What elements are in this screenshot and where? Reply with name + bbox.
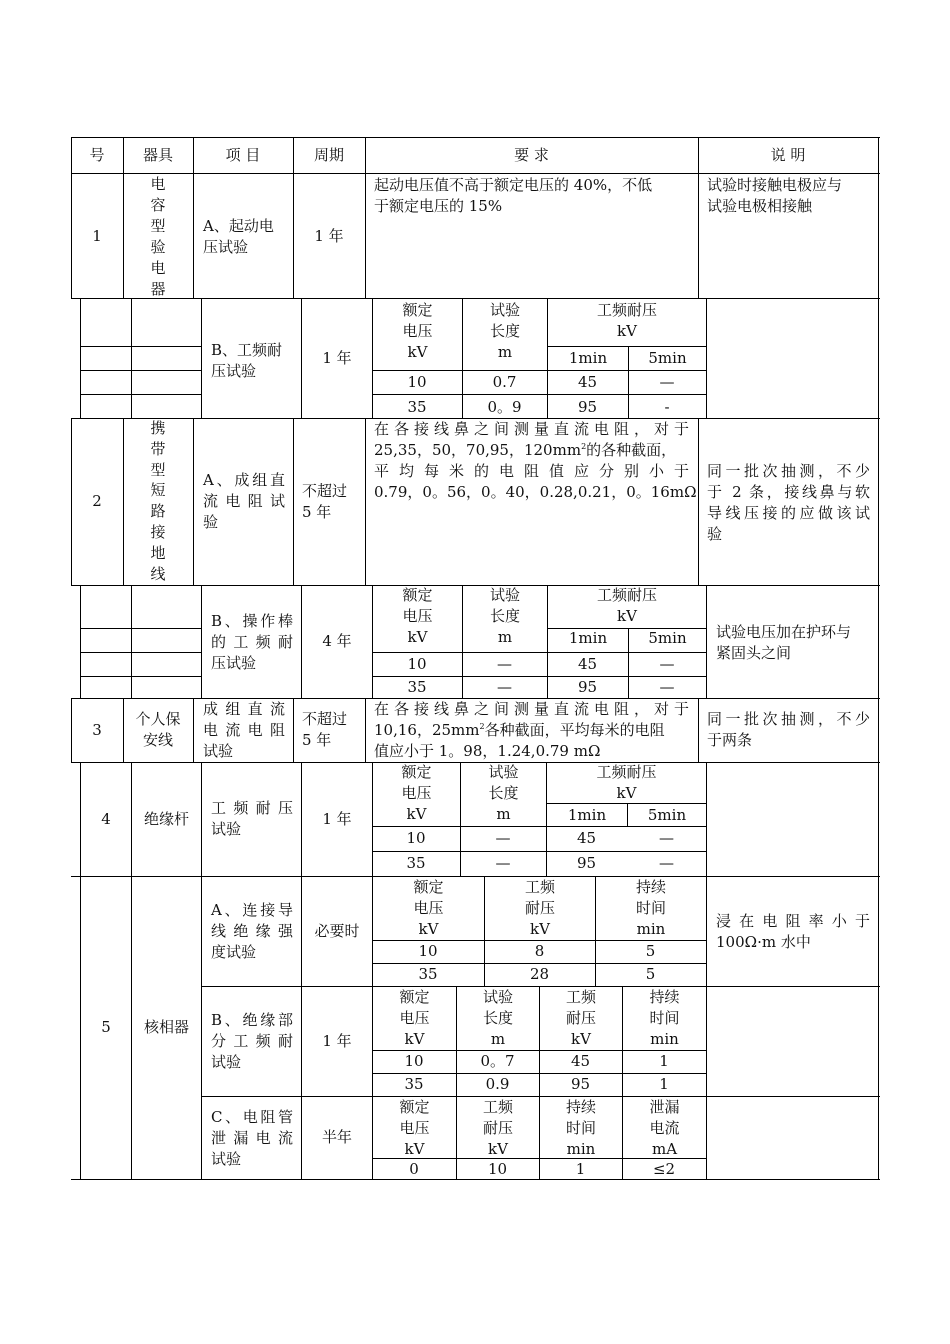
sub-header: kV: [407, 343, 428, 361]
note-text: 于 2 条，接线鼻与软: [707, 483, 870, 501]
col-header-requirement: 要 求: [514, 146, 549, 164]
sub-header: 工频: [482, 1098, 513, 1116]
tool-name: 携: [150, 419, 166, 437]
table-rule: [878, 762, 879, 877]
note-text: 100Ω·m 水中: [716, 933, 811, 951]
sub-header: kV: [617, 607, 637, 625]
note-text: 验: [707, 525, 723, 543]
table-rule: [80, 394, 202, 395]
sub-header: 持续: [649, 988, 680, 1006]
table-cell: 95: [570, 1075, 591, 1093]
tool-name: 安线: [142, 731, 173, 749]
tool-name: 型: [150, 460, 166, 479]
note-text: 试验电极相接触: [707, 197, 813, 215]
test-item: B、操作棒: [211, 612, 293, 630]
table-rule: [878, 876, 879, 1180]
table-cell: —: [659, 829, 674, 847]
test-item: 试验: [211, 820, 242, 838]
sub-header: 长度: [488, 784, 519, 802]
table-rule: [372, 370, 707, 371]
col-header-note: 说 明: [770, 146, 806, 164]
table-rule: [698, 418, 699, 586]
sub-header: 耐压: [482, 1119, 513, 1137]
sub-header: 时间: [649, 1009, 680, 1027]
sub-header: 电压: [413, 899, 444, 917]
text-fragment: 的各种截面，: [586, 441, 677, 459]
test-period: 1 年: [322, 810, 352, 828]
requirement-text: 起动电压值不高于额定电压的 40%，不低: [374, 176, 653, 194]
table-cell: 45: [576, 829, 597, 847]
table-rule: [193, 698, 194, 763]
requirement-text: 平 均 每 米 的 电 阻 值 应 分 别 小 于: [374, 462, 689, 480]
sub-header: kV: [616, 784, 637, 802]
sub-header: min: [636, 920, 666, 938]
table-rule: [201, 585, 202, 699]
cell-text: [374, 440, 676, 461]
tool-name: 型: [150, 217, 166, 235]
test-period: 必要时: [314, 922, 360, 940]
table-rule: [131, 585, 132, 699]
requirement-text: 值应小于 1。98，1.24,0.79 mΩ: [374, 742, 601, 760]
table-cell: 10: [407, 373, 427, 391]
table-rule: [372, 652, 707, 653]
sub-header: 泄漏: [649, 1098, 680, 1116]
row-number: 4: [101, 810, 111, 828]
sub-header: 试验: [489, 301, 520, 319]
sub-header: 工频耐压: [596, 301, 657, 319]
note-text: 同一批次抽测，不少: [707, 462, 870, 480]
tool-name: 电: [150, 259, 166, 277]
tool-name: 线: [150, 564, 166, 583]
test-item: 试验: [203, 742, 234, 760]
table-cell: —: [659, 678, 675, 696]
tool-name: 地: [150, 543, 166, 562]
row-number: 5: [101, 1018, 111, 1036]
table-cell: 5: [645, 965, 656, 983]
table-rule: [372, 851, 707, 852]
sub-header: kV: [617, 322, 637, 340]
sub-header: 额定: [402, 301, 433, 319]
table-rule: [80, 652, 202, 653]
row-number: 3: [92, 721, 102, 739]
sub-header: 1min: [567, 806, 607, 824]
table-rule: [80, 628, 202, 629]
sub-header: 5min: [648, 629, 687, 647]
sub-header: 工频: [565, 988, 596, 1006]
test-item: A、起动电: [203, 217, 274, 235]
sub-header: kV: [530, 920, 550, 938]
requirement-text: 在各接线鼻之间测量直流电阻，对于: [374, 700, 689, 718]
tool-name: 验: [150, 238, 166, 256]
test-item: 分 工 频 耐: [211, 1032, 293, 1050]
tool-name: 绝缘杆: [143, 810, 189, 828]
sub-header: 额定: [401, 763, 432, 781]
table-rule: [698, 698, 699, 763]
tool-name: 接: [150, 523, 166, 541]
superscript-text: 2: [581, 442, 587, 451]
table-rule: [372, 826, 707, 827]
table-rule: [706, 876, 707, 1180]
sub-header: 电压: [402, 322, 433, 340]
col-header-tool: 器具: [142, 146, 173, 164]
table-cell: ≤2: [652, 1160, 676, 1178]
table-cell: 10: [487, 1160, 508, 1178]
requirement-text: 在各接线鼻之间测量直流电阻，对于: [374, 420, 689, 438]
table-rule: [80, 298, 81, 419]
table-rule: [547, 346, 707, 347]
table-cell: —: [495, 829, 511, 847]
table-cell: 0。9: [487, 398, 522, 416]
text-fragment: 25,35，50，70,95，120mm: [374, 441, 582, 459]
sub-header: 额定: [402, 586, 433, 604]
table-cell: —: [497, 655, 512, 673]
table-cell: 95: [577, 398, 598, 416]
table-rule: [706, 585, 707, 699]
text-fragment: 10,16，25mm: [374, 721, 480, 739]
table-cell: 10: [406, 829, 426, 847]
row-number: 2: [92, 492, 102, 510]
table-rule: [878, 298, 879, 419]
table-cell: —: [495, 854, 511, 872]
sub-header: kV: [404, 1140, 425, 1158]
table-cell: 35: [407, 398, 427, 416]
table-cell: 0。7: [480, 1052, 515, 1070]
superscript-text: 2: [479, 722, 485, 731]
sub-header: m: [490, 1030, 506, 1048]
sub-header: kV: [407, 628, 428, 646]
table-cell: 45: [577, 373, 598, 391]
table-rule: [706, 762, 707, 877]
table-rule: [365, 698, 366, 763]
table-rule: [293, 418, 294, 586]
test-item: 线 绝 缘 强: [211, 922, 293, 940]
table-cell: 35: [418, 965, 438, 983]
test-item: A、成组直: [203, 471, 285, 489]
table-cell: 1: [659, 1052, 669, 1070]
sub-header: 持续: [635, 878, 666, 896]
table-cell: 45: [577, 655, 598, 673]
test-item: 泄 漏 电 流: [211, 1129, 293, 1147]
table-rule: [80, 585, 81, 699]
test-item: B、绝缘部: [211, 1011, 293, 1029]
test-item: 电 流 电 阻: [203, 721, 285, 739]
sub-header: 额定: [399, 1098, 430, 1116]
table-cell: 35: [404, 1075, 424, 1093]
table-cell: 5: [645, 942, 656, 960]
table-rule: [80, 346, 202, 347]
sub-header: 额定: [399, 988, 430, 1006]
sub-header: 1min: [568, 629, 608, 647]
table-rule: [878, 698, 879, 763]
table-cell: 1: [659, 1075, 669, 1093]
table-rule: [131, 298, 132, 419]
test-item: 度试验: [211, 943, 257, 961]
tool-name: 电: [150, 175, 166, 193]
table-rule: [193, 418, 194, 586]
sub-header: 工频耐压: [596, 763, 657, 781]
tool-name: 容: [150, 196, 166, 214]
tool-name: 路: [150, 502, 166, 521]
table-rule: [201, 298, 202, 419]
sub-header: 电流: [649, 1119, 680, 1137]
tool-name: 器: [150, 280, 166, 298]
sub-header: 电压: [399, 1119, 430, 1137]
test-item: 压试验: [203, 238, 249, 256]
sub-header: min: [650, 1030, 679, 1048]
sub-header: 长度: [482, 1009, 513, 1027]
test-item: 压试验: [211, 362, 257, 380]
sub-header: 电压: [401, 784, 432, 802]
sub-header: kV: [404, 1030, 425, 1048]
sub-header: mA: [651, 1140, 678, 1158]
table-rule: [878, 585, 879, 699]
test-period: 4 年: [322, 632, 352, 650]
test-item: 工 频 耐 压: [211, 799, 293, 817]
table-cell: 10: [418, 942, 438, 960]
test-item: 试验: [211, 1053, 242, 1071]
sub-header: 耐压: [565, 1009, 596, 1027]
sub-header: m: [497, 343, 513, 361]
sub-header: 时间: [565, 1119, 596, 1137]
row-number: 1: [92, 227, 102, 245]
sub-header: 工频耐压: [596, 586, 657, 604]
col-header-no: 号: [89, 146, 105, 164]
table-rule: [71, 298, 880, 299]
table-cell: 28: [529, 965, 550, 983]
sub-header: 长度: [489, 607, 520, 625]
sub-header: 持续: [565, 1098, 596, 1116]
test-period: 不超过: [302, 710, 348, 728]
table-cell: 10: [407, 655, 427, 673]
test-period: 5 年: [302, 731, 332, 749]
col-header-item: 项 目: [225, 146, 261, 164]
tool-name: 短: [150, 481, 166, 500]
test-item: 验: [203, 513, 219, 531]
sub-header: kV: [406, 805, 427, 823]
requirement-text: 0.79，0。56，0。40，0.28,0.21，0。16mΩ: [374, 483, 697, 501]
test-item: 试验: [211, 1150, 242, 1168]
table-cell: 45: [570, 1052, 591, 1070]
note-text: 导线压接的应做该试: [707, 504, 870, 522]
table-cell: —: [497, 678, 512, 696]
note-text: 浸 在 电 阻 率 小 于: [716, 912, 870, 930]
note-text: 同一批次抽测，不少: [707, 710, 870, 728]
sub-header: 5min: [648, 349, 687, 367]
sub-header: 5min: [647, 806, 687, 824]
sub-header: m: [497, 628, 513, 646]
table-cell: 35: [407, 678, 427, 696]
test-period: 1 年: [322, 349, 352, 367]
table-rule: [878, 137, 879, 299]
sub-header: 耐压: [524, 899, 555, 917]
col-header-period: 周期: [313, 146, 344, 164]
sub-header: 电压: [402, 607, 433, 625]
table-rule: [80, 676, 202, 677]
table-cell: 95: [576, 854, 597, 872]
sub-header: kV: [418, 920, 439, 938]
table-cell: —: [659, 655, 675, 673]
table-cell: 35: [406, 854, 426, 872]
test-item: 成 组 直 流: [203, 700, 285, 718]
test-item: A、连接导: [211, 901, 293, 919]
sub-header: 试验: [489, 586, 520, 604]
sub-header: 工频: [524, 878, 555, 896]
table-rule: [293, 698, 294, 763]
table-rule: [878, 418, 879, 586]
test-period: 半年: [321, 1128, 352, 1146]
sub-header: 额定: [413, 878, 444, 896]
tool-name: 带: [150, 439, 166, 458]
text-fragment: 各种截面，平均每米的电阻: [484, 721, 665, 739]
note-text: 于两条: [707, 731, 753, 749]
table-rule: [201, 876, 202, 1180]
sub-header: 长度: [489, 322, 520, 340]
test-item: B、工频耐: [211, 341, 283, 359]
table-rule: [706, 298, 707, 419]
table-cell: —: [659, 373, 675, 391]
note-text: 紧固头之间: [716, 644, 792, 662]
table-cell: 0.7: [492, 373, 517, 391]
table-cell: 0: [409, 1160, 419, 1178]
note-text: 试验时接触电极应与: [707, 176, 843, 194]
test-period: 1 年: [322, 1032, 352, 1050]
test-item: 流 电 阻 试: [203, 492, 285, 510]
sub-header: 电压: [399, 1009, 430, 1027]
sub-header: min: [566, 1140, 596, 1158]
tool-name: 核相器: [143, 1018, 189, 1036]
sub-header: m: [496, 805, 511, 823]
cell-text: [374, 720, 665, 741]
sub-header: kV: [488, 1140, 508, 1158]
table-rule: [365, 418, 366, 586]
sub-header: kV: [571, 1030, 591, 1048]
test-period: 5 年: [302, 503, 332, 521]
table-cell: 0.9: [485, 1075, 510, 1093]
table-cell: 1: [575, 1160, 586, 1178]
table-cell: —: [659, 854, 674, 872]
table-cell: 10: [404, 1052, 424, 1070]
table-rule: [201, 762, 202, 877]
test-item: 的 工 频 耐: [211, 633, 293, 651]
test-item: 压试验: [211, 654, 257, 672]
note-text: 试验电压加在护环与: [716, 623, 852, 641]
test-period: 不超过: [302, 482, 348, 500]
table-rule: [372, 394, 707, 395]
sub-header: 1min: [568, 349, 608, 367]
tool-name: 个人保: [135, 710, 181, 728]
table-cell: 95: [577, 678, 598, 696]
sub-header: 试验: [482, 988, 513, 1006]
sub-header: 试验: [488, 763, 519, 781]
test-period: 1 年: [314, 227, 344, 245]
test-item: C、电阻管: [211, 1108, 293, 1126]
table-cell: 8: [534, 942, 545, 960]
table-rule: [80, 370, 202, 371]
requirement-text: 于额定电压的 15%: [374, 197, 503, 215]
table-cell: -: [664, 398, 670, 416]
sub-header: 时间: [635, 899, 666, 917]
